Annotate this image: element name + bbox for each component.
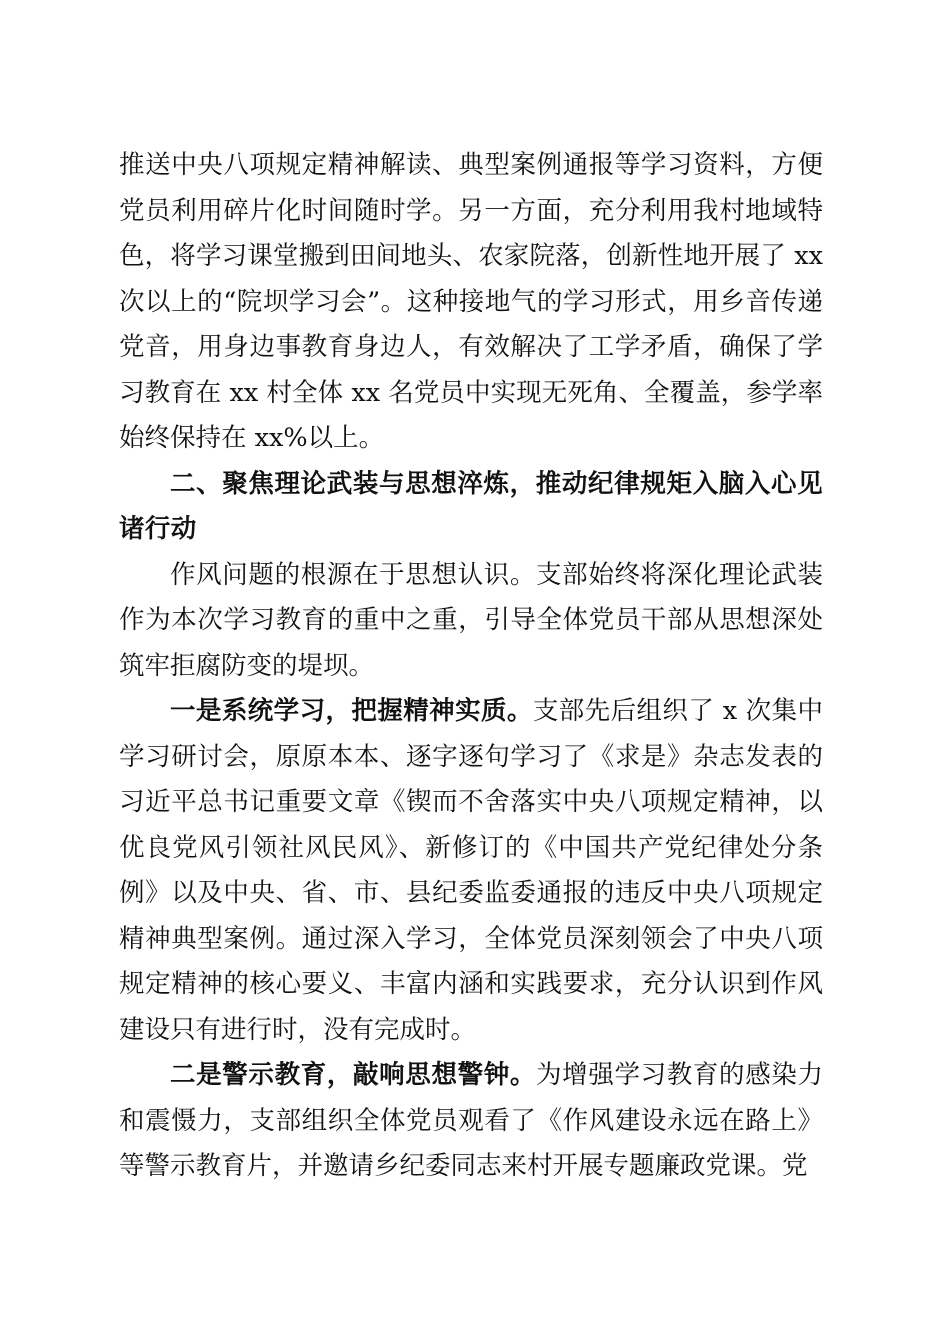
body-paragraph-point-two [119,1053,823,1190]
point-one-lead: 一是系统学习，把握精神实质。 [170,696,533,726]
section-heading: 二、聚焦理论武装与思想淬炼，推动纪律规矩入脑入心见诸行动 [119,468,823,544]
point-two-text: 为增强学习教育的感染力和震慑力，支部组织全体党员观看了《作风建设永远在路上》等警示教育片，并邀请乡纪委同志来村开展专题廉政党课。党 [119,1060,823,1181]
body-paragraph: 作风问题的根源在于思想认识。支部始终将深化理论武装作为本次学习教育的重中之重，引导全体党员干部从思想深处筑牢拒腐防变的堤坝。 [119,559,823,681]
document-page [119,143,823,1190]
point-one-text: 支部先后组织了 x 次集中学习研讨会，原原本本、逐字逐句学习了《求是》杂志发表的习近平总书记重要文章《锲而不舍落实中央八项规定精神，以优良党风引领社风民风》、新修订的《中国共产党纪律处分条例》以及中央、省、市、县纪委监委通报的违反中央八项规定精神典型案例。通过深入学习，全体党员深刻领会了中央八项规定精神的核心要义、丰富内涵和实践要求，充分认识到作风建设只有进行时，没有完成时。 [119,696,823,1045]
point-two-lead: 二是警示教育，敲响思想警钟。 [170,1060,537,1090]
body-paragraph-continuation: 推送中央八项规定精神解读、典型案例通报等学习资料，方便党员利用碎片化时间随时学。另一方面，充分利用我村地域特色，将学习课堂搬到田间地头、农家院落，创新性地开展了 xx 次以上的“院坝学习会”。这种接地气的学习形式，用乡音传递党音，用身边事教育身边人，有效解决了工学矛盾，确保了学习教育在 xx 村全体 xx 名党员中实现无死角、全覆盖，参学率始终保持在 xx%以上。 [119,150,823,453]
body-paragraph-point-one [119,689,823,1053]
